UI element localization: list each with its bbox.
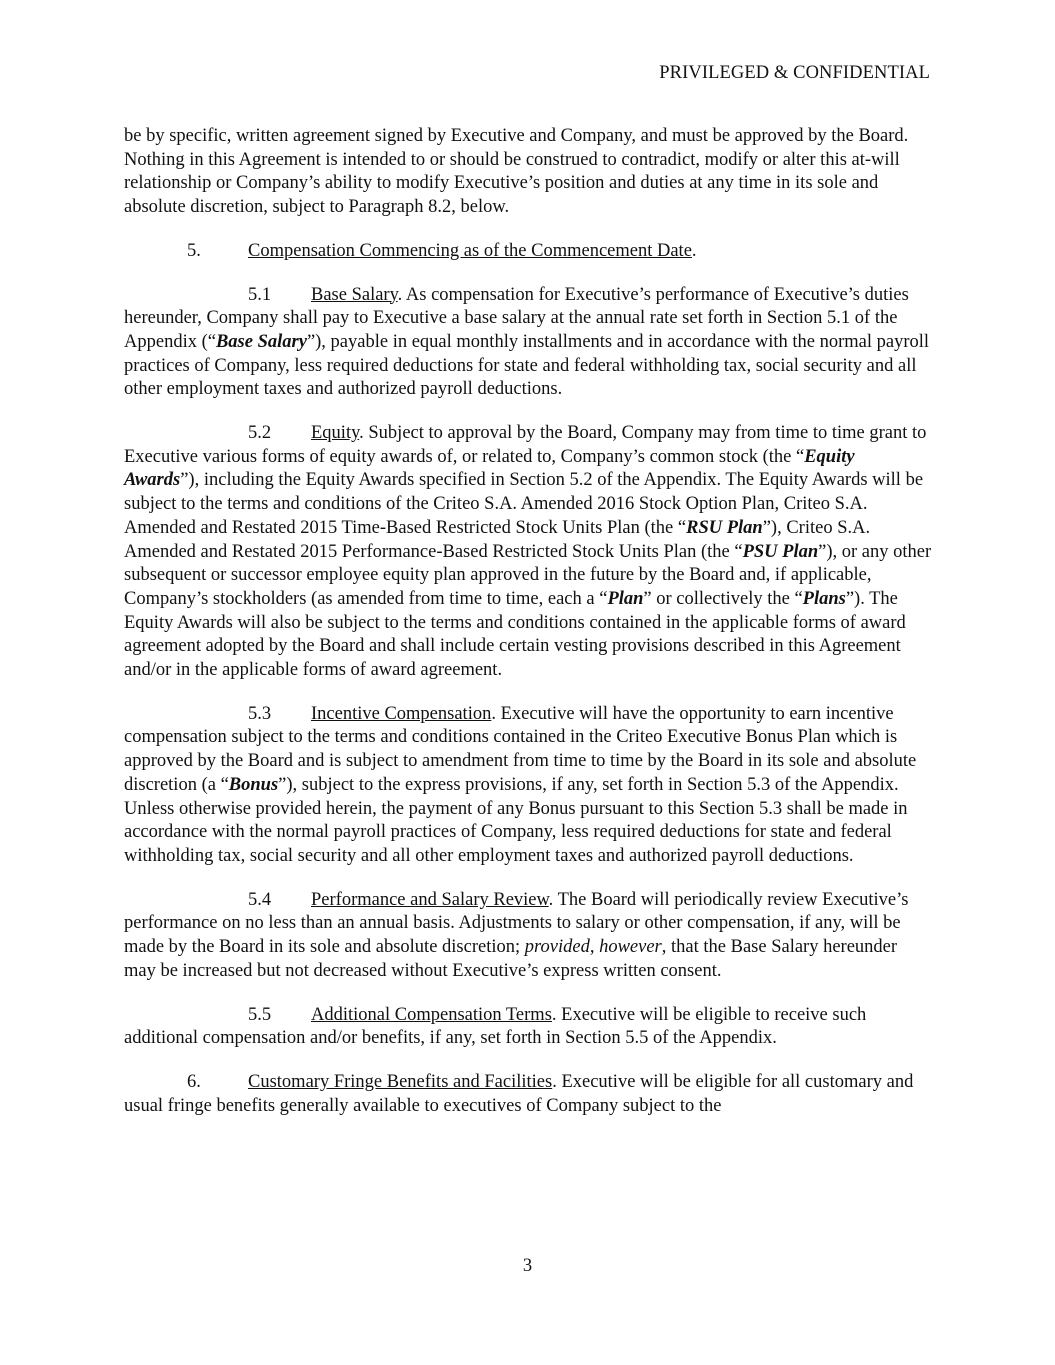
italic-term: provided <box>524 937 590 958</box>
section-5-5-paragraph: 5.5 Additional Compensation Terms. Executive will be eligible to receive such additional compensation and/or benefits, if any, set forth in Section 5.5 of the Appendix. <box>124 1004 867 1049</box>
document-body <box>124 125 932 1138</box>
section-5-1-paragraph: 5.1 Base Salary. As compensation for Executive’s performance of Executive’s duties hereunder, Company shall pay to Executive a base salary at the annual rate set forth in Section 5.1 of the Appendix (“Base Salary”), payable in equal monthly installments and in accordance with the normal payroll practices of Company, less required deductions for state and federal withholding tax, social security and all other employment taxes and authorized payroll deductions. <box>124 284 930 400</box>
defined-term: Base Salary <box>215 331 307 352</box>
italic-term: however <box>599 937 662 958</box>
section-5-3-paragraph: 5.3 Incentive Compensation. Executive will have the opportunity to earn incentive compensation subject to the terms and conditions contained in the Criteo Executive Bonus Plan which is approved by the Board and is subject to amendment from time to time by the Board in its sole and absolute discretion (a “Bonus”), subject to the express provisions, if any, set forth in Section 5.3 of the Appendix. Unless otherwise provided herein, the payment of any Bonus pursuant to this Section 5.3 shall be made in accordance with the normal payroll practices of Company, less required deductions for state and federal withholding tax, social security and all other employment taxes and authorized payroll deductions. <box>124 703 917 866</box>
section-title: Performance and Salary Review <box>311 889 549 910</box>
intro-paragraph: be by specific, written agreement signed by Executive and Company, and must be approved by the Board. Nothing in this Agreement is intended to or should be construed to contradict, modify or alter this at-will relationship or Company’s ability to modify Executive’s position and duties at any time in its sole and absolute discretion, subject to Paragraph 8.2, below. <box>124 126 909 218</box>
section-title: Incentive Compensation <box>311 703 492 724</box>
section-title: Customary Fringe Benefits and Facilities <box>248 1071 553 1092</box>
defined-term: PSU Plan <box>742 541 819 562</box>
confidential-header: PRIVILEGED & CONFIDENTIAL <box>659 63 930 83</box>
section-number: 6. <box>187 1071 201 1092</box>
section-number: 5.3 <box>248 703 272 724</box>
section-number: 5.5 <box>248 1004 272 1025</box>
section-6-paragraph: 6. Customary Fringe Benefits and Facilities. Executive will be eligible for all customary and usual fringe benefits generally available to executives of Company subject to the <box>124 1071 914 1116</box>
section-5-2-paragraph: 5.2 Equity. Subject to approval by the Board, Company may from time to time grant to Executive various forms of equity awards of, or related to, Company’s common stock (the “Equity Awards”), including the Equity Awards specified in Section 5.2 of the Appendix. The Equity Awards will be subject to the terms and conditions of the Criteo S.A. Amended 2016 Stock Option Plan, Criteo S.A. Amended and Restated 2015 Time-Based Restricted Stock Units Plan (the “RSU Plan”), Criteo S.A. Amended and Restated 2015 Performance-Based Restricted Stock Units Plan (the “PSU Plan”), or any other subsequent or successor employee equity plan approved in the future by the Board and, if applicable, Company’s stockholders (as amended from time to time, each a “Plan” or collectively the “Plans”). The Equity Awards will also be subject to the terms and conditions contained in the applicable forms of award agreement adopted by the Board and shall include certain vesting provisions described in this Agreement and/or in the applicable forms of award agreement. <box>124 423 932 681</box>
defined-term: Equity Awards <box>124 446 855 491</box>
section-5-heading: 5. Compensation Commencing as of the Commencement Date. <box>124 240 932 264</box>
section-5-4-paragraph: 5.4 Performance and Salary Review. The Board will periodically review Executive’s performance on no less than an annual basis. Adjustments to salary or other compensation, if any, will be made by the Board in its sole and absolute discretion; provided, however, that the Base Salary hereunder may be increased but not decreased without Executive’s express written consent. <box>124 889 909 981</box>
defined-term: Plan <box>607 588 644 609</box>
section-title: Additional Compensation Terms <box>311 1004 552 1025</box>
section-title: Compensation Commencing as of the Commencement Date <box>248 240 692 261</box>
section-title: Base Salary <box>311 284 398 305</box>
defined-term: Plans <box>802 588 846 609</box>
section-number: 5.2 <box>248 423 272 444</box>
section-number: 5.1 <box>248 284 272 305</box>
section-number: 5.4 <box>248 889 272 910</box>
defined-term: Bonus <box>228 774 279 795</box>
page-number: 3 <box>522 1256 533 1276</box>
defined-term: RSU Plan <box>686 517 763 538</box>
section-title: Equity <box>311 423 360 444</box>
section-number: 5. <box>187 240 201 261</box>
